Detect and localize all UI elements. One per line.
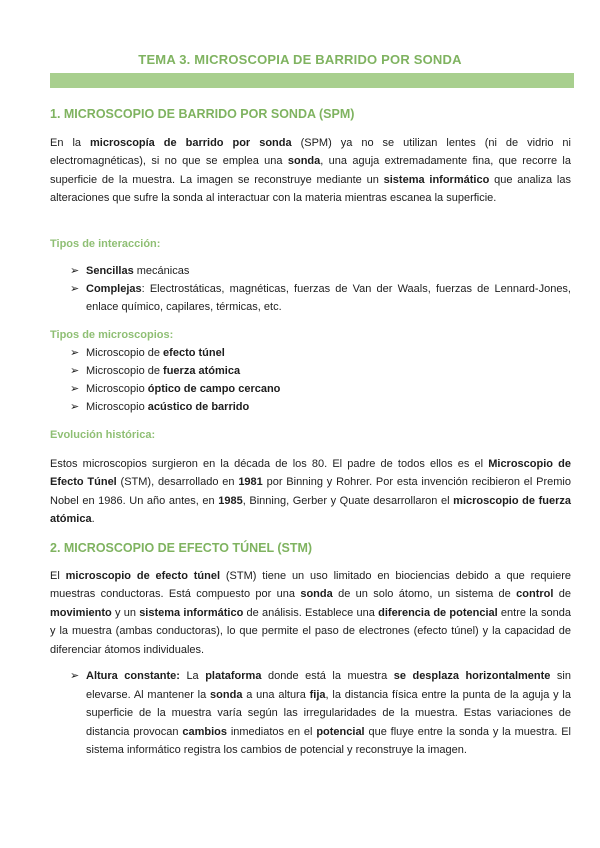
microscope-list xyxy=(70,344,571,416)
list-item: ➢ Microscopio óptico de campo cercano xyxy=(70,380,571,398)
section2-heading: 2. MICROSCOPIO DE EFECTO TÚNEL (STM) xyxy=(50,541,313,555)
history-heading: Evolución histórica: xyxy=(50,429,156,441)
interaction-types-heading: Tipos de interacción: xyxy=(50,238,161,250)
section2-paragraph: El microscopio de efecto túnel (STM) tiene un uso limitado en biociencias debido a que requiere muestras conductoras. Está compuesto por una sonda de un solo átomo, un sistema de control de movimiento y un sistema informático de análisis. Establece una diferencia de potencial entre la sonda y la muestra (ambas conductoras), lo que permite el paso de electrones (efecto túnel) y la capacidad de diferenciar átomos individuales. xyxy=(50,570,572,656)
arrow-bullet-icon: ➢ xyxy=(70,365,80,377)
page-title: TEMA 3. MICROSCOPIA DE BARRIDO POR SONDA xyxy=(138,52,462,67)
history-paragraph: Estos microscopios surgieron en la década de los 80. El padre de todos ellos es el Microscopio de Efecto Túnel (STM), desarrollado en 1981 por Binning y Rohrer. Por esta invención recibieron el Premio Nobel en 1986. Un año antes, en 1985, Binning, Gerber y Quate desarrollaron el microscopio de fuerza atómica. xyxy=(50,458,571,526)
arrow-bullet-icon: ➢ xyxy=(70,383,80,395)
microscope-types-heading: Tipos de microscopios: xyxy=(50,329,174,341)
section1-paragraph: En la microscopía de barrido por sonda (SPM) ya no se utilizan lentes (ni de vidrio ni electromagnéticas), si no que se emplea una sonda, una aguja extremadamente fina, que recorre la superficie de la muestra. La imagen se reconstruye mediante un sistema informático que analiza las alteraciones que sufre la sonda al interactuar con la materia mientras escanea la superficie. xyxy=(50,137,571,205)
section1-heading: 1. MICROSCOPIO DE BARRIDO POR SONDA (SPM) xyxy=(50,107,355,121)
list-item: ➢ Microscopio acústico de barrido xyxy=(70,398,571,416)
title-divider-bar xyxy=(50,73,574,88)
list-item: ➢ Complejas: Electrostáticas, magnéticas, fuerzas de Van der Waals, fuerzas de Lennard-Jones, enlace químico, capilares, térmicas, etc. xyxy=(70,280,571,316)
list-item: ➢ Microscopio de fuerza atómica xyxy=(70,362,571,380)
arrow-bullet-icon: ➢ xyxy=(70,283,80,295)
interaction-list xyxy=(70,262,571,316)
stm-mode-list xyxy=(70,667,571,760)
arrow-bullet-icon: ➢ xyxy=(70,670,80,682)
list-item: ➢ Sencillas mecánicas xyxy=(70,262,571,280)
arrow-bullet-icon: ➢ xyxy=(70,401,80,413)
list-item: ➢ Altura constante: La plataforma donde está la muestra se desplaza horizontalmente sin elevarse. Al mantener la sonda a una altura fija, la distancia física entre la punta de la aguja y la superficie de la muestra varía según las irregularidades de la muestra. Estas variaciones de distancia provocan cambios inmediatos en el potencial que fluye entre la sonda y la muestra. El sistema informático registra los cambios de potencial y reconstruye la imagen. xyxy=(70,667,571,760)
arrow-bullet-icon: ➢ xyxy=(70,265,80,277)
arrow-bullet-icon: ➢ xyxy=(70,347,80,359)
list-item: ➢ Microscopio de efecto túnel xyxy=(70,344,571,362)
